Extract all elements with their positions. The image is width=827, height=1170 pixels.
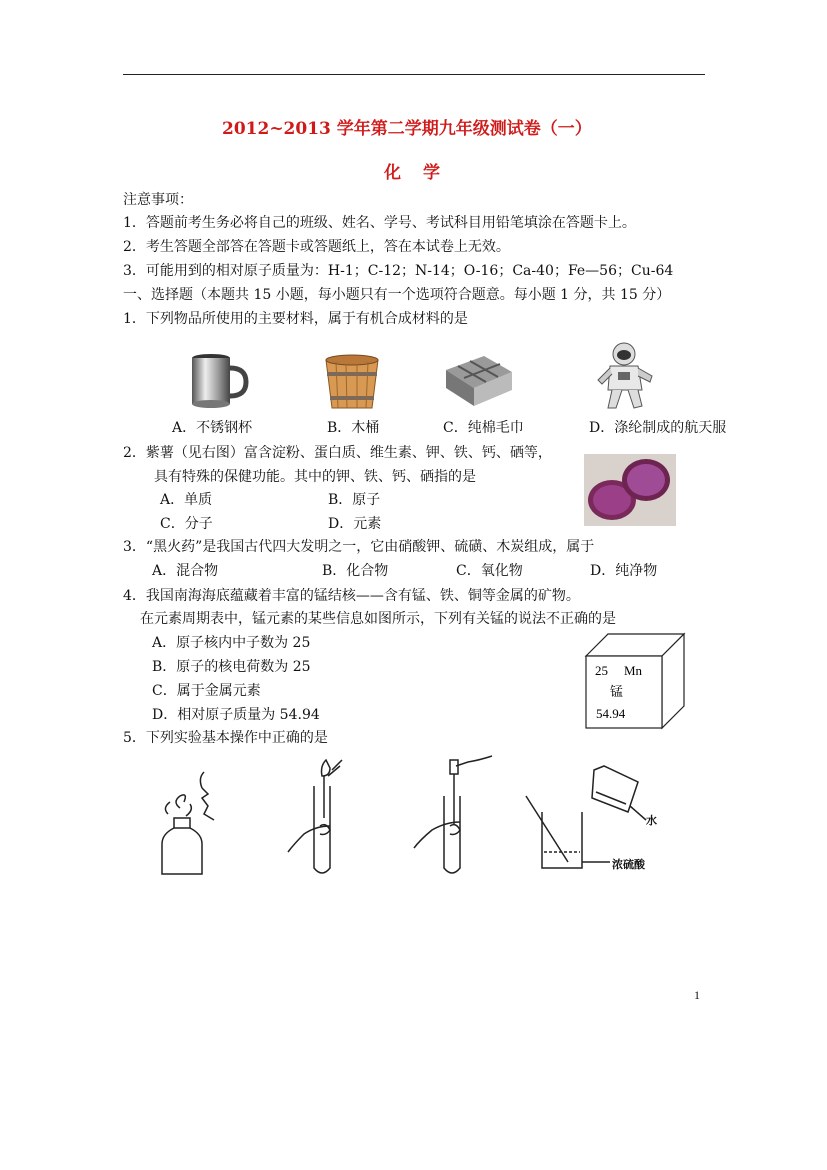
note-item-3: 3．可能用到的相对原子质量为：H-1；C-12；N-14；O-16；Ca-40；Fe—56；Cu-64 [123, 263, 674, 279]
wooden-bucket-image [322, 352, 382, 412]
q3-option-b: B．化合物 [322, 563, 389, 579]
q4-option-d: D．相对原子质量为 54.94 [152, 707, 320, 723]
q1-option-d: D．涤纶制成的航天服 [589, 420, 727, 436]
subject-title: 化学 [384, 163, 462, 183]
cotton-towel-image [444, 352, 514, 408]
q2-option-d: D．元素 [328, 516, 382, 532]
q3-option-c: C．氧化物 [456, 563, 523, 579]
q3-option-d: D．纯净物 [590, 563, 658, 579]
q3-option-a: A．混合物 [152, 563, 219, 579]
label-conc-sulfuric-acid: 浓硫酸 [612, 858, 645, 871]
q1-stem: 1．下列物品所使用的主要材料，属于有机合成材料的是 [123, 311, 468, 327]
element-symbol: Mn [624, 663, 643, 678]
dropper-test-tube-diagram [410, 752, 500, 880]
q2-stem-line2: 具有特殊的保健功能。其中的钾、铁、钙、硒指的是 [154, 469, 476, 485]
steel-cup-image [186, 350, 252, 410]
element-name: 锰 [610, 684, 624, 699]
label-water: 水 [646, 814, 657, 827]
page-number: 1 [694, 988, 700, 1002]
section-heading: 一、选择题（本题共 15 小题，每小题只有一个选项符合题意。每小题 1 分，共 15 分） [123, 287, 671, 303]
q4-stem-line1: 4．我国南海海底蕴藏着丰富的锰结核——含有锰、铁、铜等金属的矿物。 [123, 588, 580, 604]
smell-gas-diagram [158, 768, 228, 878]
q1-option-b: B．木桶 [327, 420, 380, 436]
element-mass: 54.94 [596, 706, 626, 721]
q1-option-c: C．纯棉毛巾 [443, 420, 524, 436]
q4-option-b: B．原子的核电荷数为 25 [152, 659, 311, 675]
q3-stem: 3．“黑火药”是我国古代四大发明之一，它由硝酸钾、硫磺、木炭组成，属于 [123, 539, 595, 555]
q4-option-a: A．原子核内中子数为 25 [152, 635, 311, 651]
q1-option-a: A．不锈钢杯 [172, 420, 253, 436]
q2-stem-line1: 2．紫薯（见右图）富含淀粉、蛋白质、维生素、钾、铁、钙、硒等， [123, 445, 552, 461]
manganese-element-cell [582, 632, 686, 730]
notes-heading: 注意事项： [123, 192, 193, 208]
q2-option-c: C．分子 [160, 516, 213, 532]
purple-sweet-potato-image [584, 454, 676, 526]
q2-option-b: B．原子 [328, 492, 381, 508]
q4-option-c: C．属于金属元素 [152, 683, 261, 699]
element-number: 25 [595, 663, 608, 678]
spacesuit-image [594, 340, 658, 412]
q4-stem-line2: 在元素周期表中，锰元素的某些信息如图所示，下列有关锰的说法不正确的是 [140, 611, 616, 627]
exam-title: 2012~2013 学年第二学期九年级测试卷（一） [222, 119, 592, 139]
heat-test-tube-diagram [286, 756, 366, 880]
q2-option-a: A．单质 [160, 492, 213, 508]
note-item-2: 2．考生答题全部答在答题卡或答题纸上，答在本试卷上无效。 [123, 239, 510, 255]
note-item-1: 1．答题前考生务必将自己的班级、姓名、学号、考试科目用铅笔填涂在答题卡上。 [123, 215, 636, 231]
q5-stem: 5．下列实验基本操作中正确的是 [123, 730, 328, 746]
top-rule [123, 74, 705, 75]
